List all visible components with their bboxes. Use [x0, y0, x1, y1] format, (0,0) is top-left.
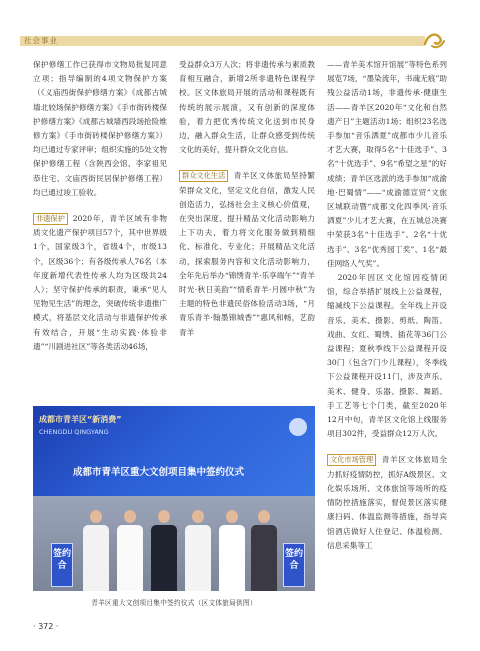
section-tag-market-management: 文化市场管理 — [327, 454, 376, 466]
paragraph: 保护修缮工作已获得市文物局批复同意立项；指导编制的4项文物保护方案（《义庙西街保护修缮方案》《成都古城墙北较场保护修缮方案》《手市街砖楼保护修缮方案》《成都古城墙西段场抢险维修方案》《手市街砖楼保护修缮方案》）均已通过专家评审；组织实施的5处文物保护修缮工程（含陕西会馆、李家祖见恭住宅、文庙西街民居保护修缮工程）均已通过竣工验收。 — [33, 60, 167, 197]
text-column-1 — [33, 58, 167, 354]
paragraph: 2020年因区文化馆因疫情闭馆，综合举措扩展线上公益课程，缩减线下公益课程。全年线上开设音乐、美术、摄影、剪纸、陶笛、戏曲、女红、蜀绣、插花等36门公益课程；夏秋季线下公益课程开设30门（包含7门少儿课程），冬季线下公益课程开设11门，涉及声乐、美术、健身、乐器、摄影、舞蹈、手工艺等七个门类，截至2020年12月中旬，青羊区文化馆上线服务项目302件，受益群众12万人次。 — [327, 273, 447, 439]
section-tag-mass-culture: 群众文化生活 — [179, 170, 228, 182]
paragraph: 受益群众3万人次；将非遗传承与素质教育相互融合，新增2所非遗特色课程学校。区文体旅局开展的活动和课程既有传统的展示展演，又有创新的深度体验，着力把优秀传统文化送到市民身边，融入群众生活，让群众感受到传统文化的美好，提升群众文化自信。 — [179, 60, 315, 155]
header-bar — [20, 36, 425, 46]
person-figure — [83, 510, 109, 591]
photo-caption: 青羊区重大文创项目集中签约仪式（区文体旅局供图） — [91, 599, 257, 607]
text-column-3 — [327, 58, 447, 553]
paragraph: 青羊区文体旅局坚持繁荣群众文化，坚定文化自信，激发人民创造活力，弘扬社会主义核心价值观，在突出深度、提升精品文化活动影响力上下功夫，着力将文化服务做到精细化、标准化、专业化；开展精品文化活动，探索服务内容和文化活动影响力，全年先后举办“锦绣青羊·乐享端午”“青羊时光·秋日美韵”“情系青羊·月圆中秋”为主题的特色非遗民俗体验活动3场，“月青乐青羊·翰墨锦城香”“惠风和畅，艺韵青羊 — [179, 171, 315, 337]
section-title: 社会事业 — [24, 36, 58, 45]
person-figure — [219, 510, 245, 591]
stage-area — [33, 496, 315, 591]
paragraph: 2020年，青羊区域有非物质文化遗产保护项目57个，其中世界级1个，国家级3个，省级4个，市级13个，区级36个；有各级传承人76名（本年度新增代表性传承人均为区级共24人）；坚守保护传承的职责，秉承“见人见物见生活”的理念，突破传统非遗推广模式，将基层文化活动与非遗保护传承有效结合，开展“生动实践·体验非遗”“川剧进社区”等各类活动46场， — [33, 214, 167, 351]
screen-subtitle: 成都市青羊区“新消费” — [39, 415, 122, 424]
decorative-logo-icon — [422, 30, 446, 50]
section-tag-heritage: 非遗保护 — [33, 213, 68, 225]
paragraph: 青羊区文体旅局全力抓好疫情防控，抓好A级景区、文化娱乐场所、文体旅馆等场所的疫情防控措施落实，督促景区落实健康扫码、体温监测等措施，指导宾馆酒店做好人住登记、体温检测、信息采集等工 — [327, 455, 447, 550]
signing-ceremony-photo — [33, 406, 315, 591]
screen-subtitle-en: CHENGDU QINGYANG — [39, 428, 109, 436]
person-figure — [117, 510, 143, 591]
page-number: · 372 · — [33, 622, 59, 631]
person-figure — [151, 510, 177, 591]
signing-board-right: 签约合 — [283, 543, 305, 587]
screen-title: 成都市青羊区重大文创项目集中签约仪式 — [73, 467, 245, 478]
screen-logo-icon — [289, 418, 307, 436]
paragraph: ——青羊美术馆开馆展”等特色系列展览7场，“墨染流年，书魂无痕”助残公益活动1场，非遗传承·健康生活——青羊区2020年“文化和自然遗产日”主题活动1场；组织23名选手参加“音乐洒夏”成都市少儿音乐才艺大赛，取得5名“十佳选手”、3名“十优选手”、9名“希望之星”的好成绩；青羊区选派的选手参加“成渝地·巴蜀情”——“成渝德宣贸”文旅区城联动暨“成都文化四季风·音乐洒夏”少儿才艺大赛，在五城总决赛中荣获3名“十佳选手”、2名“十优选手”、3名“优秀园丁奖”、1名“最佳网络人气奖”。 — [327, 60, 447, 268]
stage-backdrop-screen — [33, 406, 315, 496]
text-column-2 — [179, 58, 315, 340]
signing-board-left: 签约合 — [51, 543, 73, 587]
person-figure — [251, 510, 277, 591]
person-figure — [185, 510, 211, 591]
